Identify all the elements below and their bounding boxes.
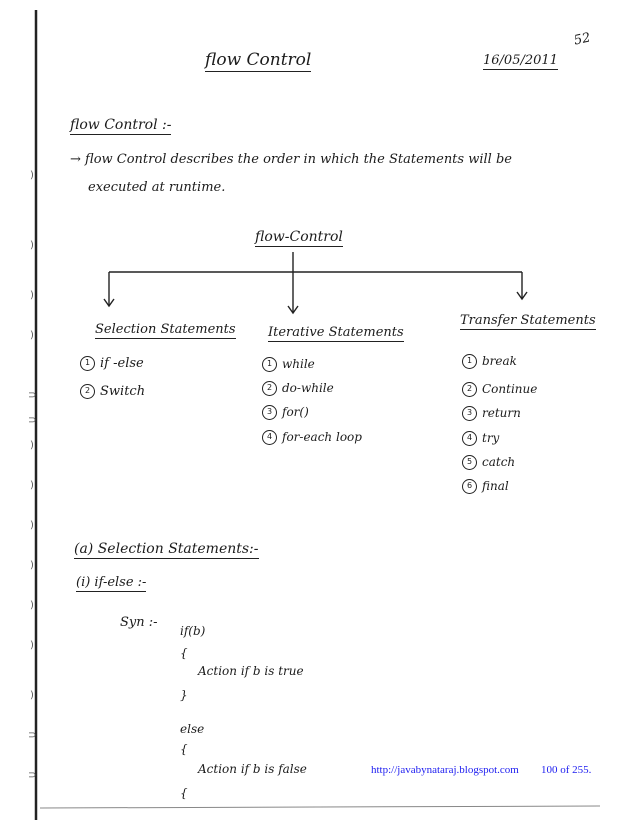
number-circle-icon: 4 (462, 431, 477, 446)
margin-mark: ) (30, 600, 34, 611)
list-item: 2 Switch (80, 384, 145, 399)
intro-line-1: → flow Control describes the order in which the Statements will be (70, 152, 512, 167)
category-selection-label: Selection Statements (95, 322, 236, 337)
margin-mark: ⊃ (28, 415, 37, 426)
number-circle-icon: 1 (462, 354, 477, 369)
code-line: { (180, 786, 188, 800)
section-a-heading: (a) Selection Statements:- (74, 541, 259, 557)
code-line: else (180, 722, 205, 736)
number-circle-icon: 1 (262, 357, 277, 372)
number-circle-icon: 5 (462, 455, 477, 470)
list-item: 4 for-each loop (262, 430, 362, 445)
code-line: Action if b is true (198, 664, 304, 678)
code-line: { (180, 646, 188, 660)
margin-mark: ) (30, 240, 34, 251)
diagram-root: flow-Control (255, 229, 343, 245)
list-item: 4 try (462, 431, 499, 446)
date: 16/05/2011 (483, 53, 558, 68)
intro-line-2: executed at runtime. (88, 180, 226, 195)
footer-page: 100 of 255. (541, 764, 592, 776)
margin-mark: ) (30, 560, 34, 571)
margin-mark: ) (30, 690, 34, 701)
page-number: 52 (572, 30, 592, 49)
list-item: 1 while (262, 357, 315, 372)
number-circle-icon: 4 (262, 430, 277, 445)
margin-mark: ⊃ (28, 770, 37, 781)
margin-mark: ) (30, 640, 34, 651)
list-item: 3 for() (262, 405, 309, 420)
category-iterative-label: Iterative Statements (268, 325, 404, 340)
margin-mark: ) (30, 290, 34, 301)
page-title: flow Control (205, 50, 312, 70)
margin-mark: ) (30, 520, 34, 531)
list-item: 6 final (462, 479, 509, 494)
code-line: if(b) (180, 624, 206, 638)
list-item: 5 catch (462, 455, 515, 470)
list-item: 1 break (462, 354, 517, 369)
intro-heading: flow Control :- (70, 117, 172, 133)
list-item: 3 return (462, 406, 521, 421)
margin-mark: ) (30, 330, 34, 341)
category-transfer-label: Transfer Statements (460, 313, 596, 328)
margin-mark: ⊃ (28, 390, 37, 401)
syntax-label: Syn :- (120, 615, 158, 630)
code-line: { (180, 742, 188, 756)
number-circle-icon: 3 (262, 405, 277, 420)
footer-url[interactable]: http://javabynataraj.blogspot.com (371, 764, 519, 776)
section-a-subheading: (i) if-else :- (76, 575, 147, 590)
number-circle-icon: 6 (462, 479, 477, 494)
code-line: Action if b is false (198, 762, 307, 776)
number-circle-icon: 3 (462, 406, 477, 421)
number-circle-icon: 2 (262, 381, 277, 396)
margin-mark: ⊃ (28, 730, 37, 741)
list-item: 2 do-while (262, 381, 334, 396)
list-item: 1 if -else (80, 356, 144, 371)
list-item: 2 Continue (462, 382, 537, 397)
number-circle-icon: 1 (80, 356, 95, 371)
margin-mark: ) (30, 170, 34, 181)
margin-mark: ) (30, 440, 34, 451)
number-circle-icon: 2 (80, 384, 95, 399)
code-line: } (180, 688, 188, 702)
margin-mark: ) (30, 480, 34, 491)
number-circle-icon: 2 (462, 382, 477, 397)
